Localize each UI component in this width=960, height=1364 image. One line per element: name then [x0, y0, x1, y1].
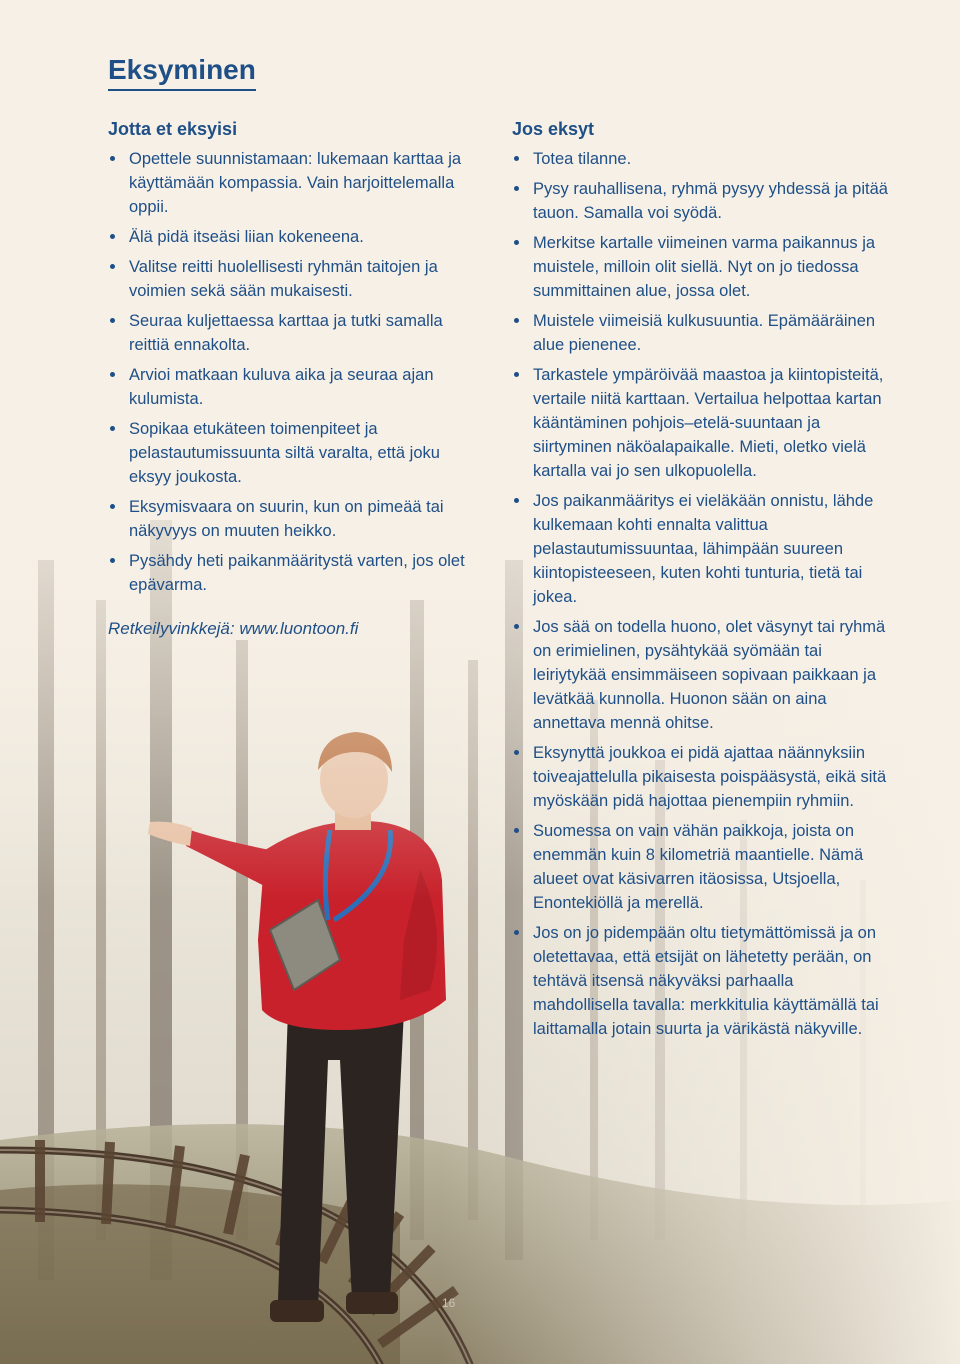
bullet-icon — [514, 240, 519, 245]
bullet-icon — [514, 372, 519, 377]
list-item-text: Älä pidä itseäsi liian kokeneena. — [129, 228, 364, 246]
list-item — [108, 255, 468, 303]
list-item — [108, 363, 468, 411]
list-item-text: Arvioi matkaan kuluva aika ja seuraa ajan kulumista. — [129, 366, 434, 408]
list-item-text: Sopikaa etukäteen toimenpiteet ja pelastautumissuunta siltä varalta, että joku eksyy joukosta. — [129, 420, 440, 486]
website-link[interactable]: Retkeilyvinkkejä: www.luontoon.fi — [108, 619, 359, 638]
list-item-text: Jos on jo pidempään oltu tietymättömissä ja on oletettavaa, että etsijät on lähetetty perään, on tehtävä itsensä näkyväksi parhaalla mahdollisella tavalla: merkkitulia käyttämällä tai laittamalla jotain suurta ja värikästä näkyville. — [533, 924, 879, 1038]
list-item — [512, 309, 892, 357]
list-item — [512, 615, 892, 735]
list-item — [512, 741, 892, 813]
bullet-icon — [514, 186, 519, 191]
bullet-icon — [514, 156, 519, 161]
bullet-icon — [514, 828, 519, 833]
bullet-icon — [514, 930, 519, 935]
if-lost-list — [512, 147, 892, 1041]
prevention-heading: Jotta et eksyisi — [108, 119, 238, 139]
bullet-icon — [110, 372, 115, 377]
bullet-icon — [110, 156, 115, 161]
list-item-text: Pysy rauhallisena, ryhmä pysyy yhdessä ja pitää tauon. Samalla voi syödä. — [533, 180, 888, 222]
list-item-text: Eksynyttä joukkoa ei pidä ajattaa näännyksiin toiveajattelulla pikaisesta poispääsystä, eikä sitä myöskään pidä hajottaa pienempiin ryhmiin. — [533, 744, 887, 810]
bullet-icon — [514, 318, 519, 323]
list-item-text: Eksymisvaara on suurin, kun on pimeää tai näkyvyys on muuten heikko. — [129, 498, 444, 540]
list-item — [108, 417, 468, 489]
list-item — [108, 225, 468, 249]
list-item — [512, 177, 892, 225]
bullet-icon — [110, 426, 115, 431]
list-item-text: Tarkastele ympäröivää maastoa ja kiintopisteitä, vertaile niitä karttaan. Vertailua helpottaa kartan kääntäminen pohjois–etelä-suuntaan ja siirtyminen näköalapaikalle. Mieti, oletko vielä kartalla vai jo sen ulkopuolella. — [533, 366, 884, 480]
list-item-text: Valitse reitti huolellisesti ryhmän taitojen ja voimien sekä sään mukaisesti. — [129, 258, 438, 300]
bullet-icon — [514, 498, 519, 503]
list-item-text: Seuraa kuljettaessa karttaa ja tutki samalla reittiä ennakolta. — [129, 312, 443, 354]
if-lost-heading: Jos eksyt — [512, 119, 595, 139]
prevention-section — [108, 118, 468, 641]
bullet-icon — [110, 234, 115, 239]
bullet-icon — [110, 318, 115, 323]
page-number: 16 — [442, 1296, 456, 1310]
list-item — [512, 231, 892, 303]
page-title: Eksyminen — [108, 54, 256, 91]
if-lost-section — [512, 118, 892, 1047]
list-item — [108, 549, 468, 597]
list-item-text: Pysähdy heti paikanmääritystä varten, jos olet epävarma. — [129, 552, 465, 594]
list-item-text: Opettele suunnistamaan: lukemaan karttaa ja käyttämään kompassia. Vain harjoittelemalla oppii. — [129, 150, 462, 216]
bullet-icon — [514, 750, 519, 755]
prevention-list — [108, 147, 468, 597]
list-item — [512, 147, 892, 171]
list-item — [512, 489, 892, 609]
list-item — [512, 819, 892, 915]
list-item — [108, 495, 468, 543]
list-item-text: Jos paikanmääritys ei vieläkään onnistu, lähde kulkemaan kohti ennalta valittua pelastautumissuuntaa, lähimpään suureen kiintopisteeseen, kuten kohti tunturia, tietä tai jokea. — [533, 492, 874, 606]
list-item-text: Suomessa on vain vähän paikkoja, joista on enemmän kuin 8 kilometriä maantielle. Nämä alueet ovat käsivarren itäosissa, Utsjoella, Enontekiöllä ja merellä. — [533, 822, 864, 912]
list-item — [512, 921, 892, 1041]
bullet-icon — [110, 264, 115, 269]
list-item-text: Totea tilanne. — [533, 150, 632, 168]
list-item — [512, 363, 892, 483]
bullet-icon — [514, 624, 519, 629]
list-item-text: Muistele viimeisiä kulkusuuntia. Epämääräinen alue pienenee. — [533, 312, 876, 354]
list-item-text: Merkitse kartalle viimeinen varma paikannus ja muistele, milloin olit siellä. Nyt on jo tiedossa summittainen alue, jossa olet. — [533, 234, 876, 300]
list-item-text: Jos sää on todella huono, olet väsynyt tai ryhmä on erimielinen, pysähtykää syömään tai leiriytykää ensimmäiseen sopivaan paikkaan ja levätkää kunnolla. Huonon sään on aina annettava mennä ohitse. — [533, 618, 886, 732]
list-item — [108, 147, 468, 219]
bullet-icon — [110, 504, 115, 509]
list-item — [108, 309, 468, 357]
bullet-icon — [110, 558, 115, 563]
